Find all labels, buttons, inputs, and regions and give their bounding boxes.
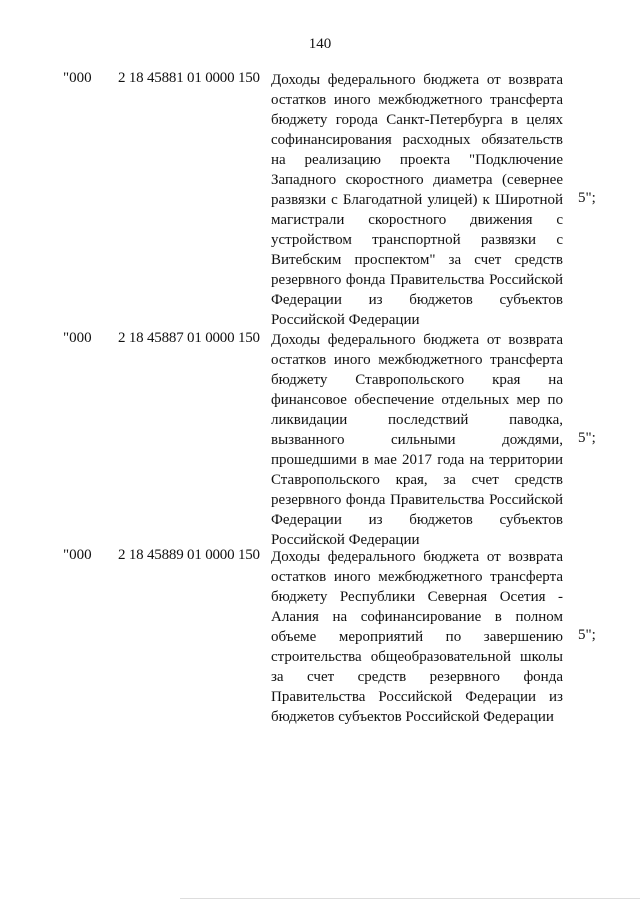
description-line: бюджету Республики Северная Осетия - xyxy=(271,589,563,605)
entry-description xyxy=(271,547,563,727)
description-line: Доходы федерального бюджета от возврата xyxy=(271,549,563,565)
description-line: бюджетов субъектов Российской Федерации xyxy=(271,709,554,725)
description-line: вызванного сильными дождями, xyxy=(271,432,563,448)
description-line: резервного фонда Правительства Российской xyxy=(271,492,563,508)
entry-suffix: 5"; xyxy=(578,430,596,446)
description-line: остатков иного межбюджетного трансферта xyxy=(271,92,563,108)
description-line: бюджету Ставропольского края на xyxy=(271,372,563,388)
description-line: софинансирования расходных обязательств xyxy=(271,132,563,148)
description-line: Витебским проспектом" за счет средств xyxy=(271,252,563,268)
entry-description xyxy=(271,330,563,550)
description-line: остатков иного межбюджетного трансферта xyxy=(271,352,563,368)
description-line: Ставропольского края, за счет средств xyxy=(271,472,563,488)
description-line: за счет средств резервного фонда xyxy=(271,669,563,685)
scan-edge-line xyxy=(180,898,640,899)
page-number: 140 xyxy=(308,36,332,52)
entry-suffix: 5"; xyxy=(578,190,596,206)
description-line: развязки с Благодатной улицей) к Широтной xyxy=(271,192,563,208)
description-line: прошедшими в мае 2017 года на территории xyxy=(271,452,563,468)
entry-code-prefix: "000 xyxy=(63,330,92,346)
description-line: Федерации из бюджетов субъектов xyxy=(271,292,563,308)
description-line: на реализацию проекта "Подключение xyxy=(271,152,563,168)
description-line: бюджету города Санкт-Петербурга в целях xyxy=(271,112,563,128)
description-line: Федерации из бюджетов субъектов xyxy=(271,512,563,528)
description-line: финансовое обеспечение отдельных мер по xyxy=(271,392,563,408)
description-line: строительства общеобразовательной школы xyxy=(271,649,563,665)
description-line: резервного фонда Правительства Российской xyxy=(271,272,563,288)
description-line: устройством транспортной развязки с xyxy=(271,232,563,248)
description-line: ликвидации последствий паводка, xyxy=(271,412,563,428)
budget-classification-code: 2 18 45887 01 0000 150 xyxy=(118,330,260,346)
budget-classification-code: 2 18 45889 01 0000 150 xyxy=(118,547,260,563)
description-line: объеме мероприятий по завершению xyxy=(271,629,563,645)
description-line: Доходы федерального бюджета от возврата xyxy=(271,72,563,88)
entry-description xyxy=(271,70,563,330)
entry-code-prefix: "000 xyxy=(63,547,92,563)
description-line: магистрали скоростного движения с xyxy=(271,212,563,228)
description-line: Правительства Российской Федерации из xyxy=(271,689,563,705)
description-line: Доходы федерального бюджета от возврата xyxy=(271,332,563,348)
description-line: Российской Федерации xyxy=(271,312,420,328)
entry-code-prefix: "000 xyxy=(63,70,92,86)
description-line: остатков иного межбюджетного трансферта xyxy=(271,569,563,585)
description-line: Алания на софинансирование в полном xyxy=(271,609,563,625)
budget-classification-code: 2 18 45881 01 0000 150 xyxy=(118,70,260,86)
entry-suffix: 5"; xyxy=(578,627,596,643)
description-line: Российской Федерации xyxy=(271,532,420,548)
description-line: Западного скоростного диаметра (севернее xyxy=(271,172,563,188)
